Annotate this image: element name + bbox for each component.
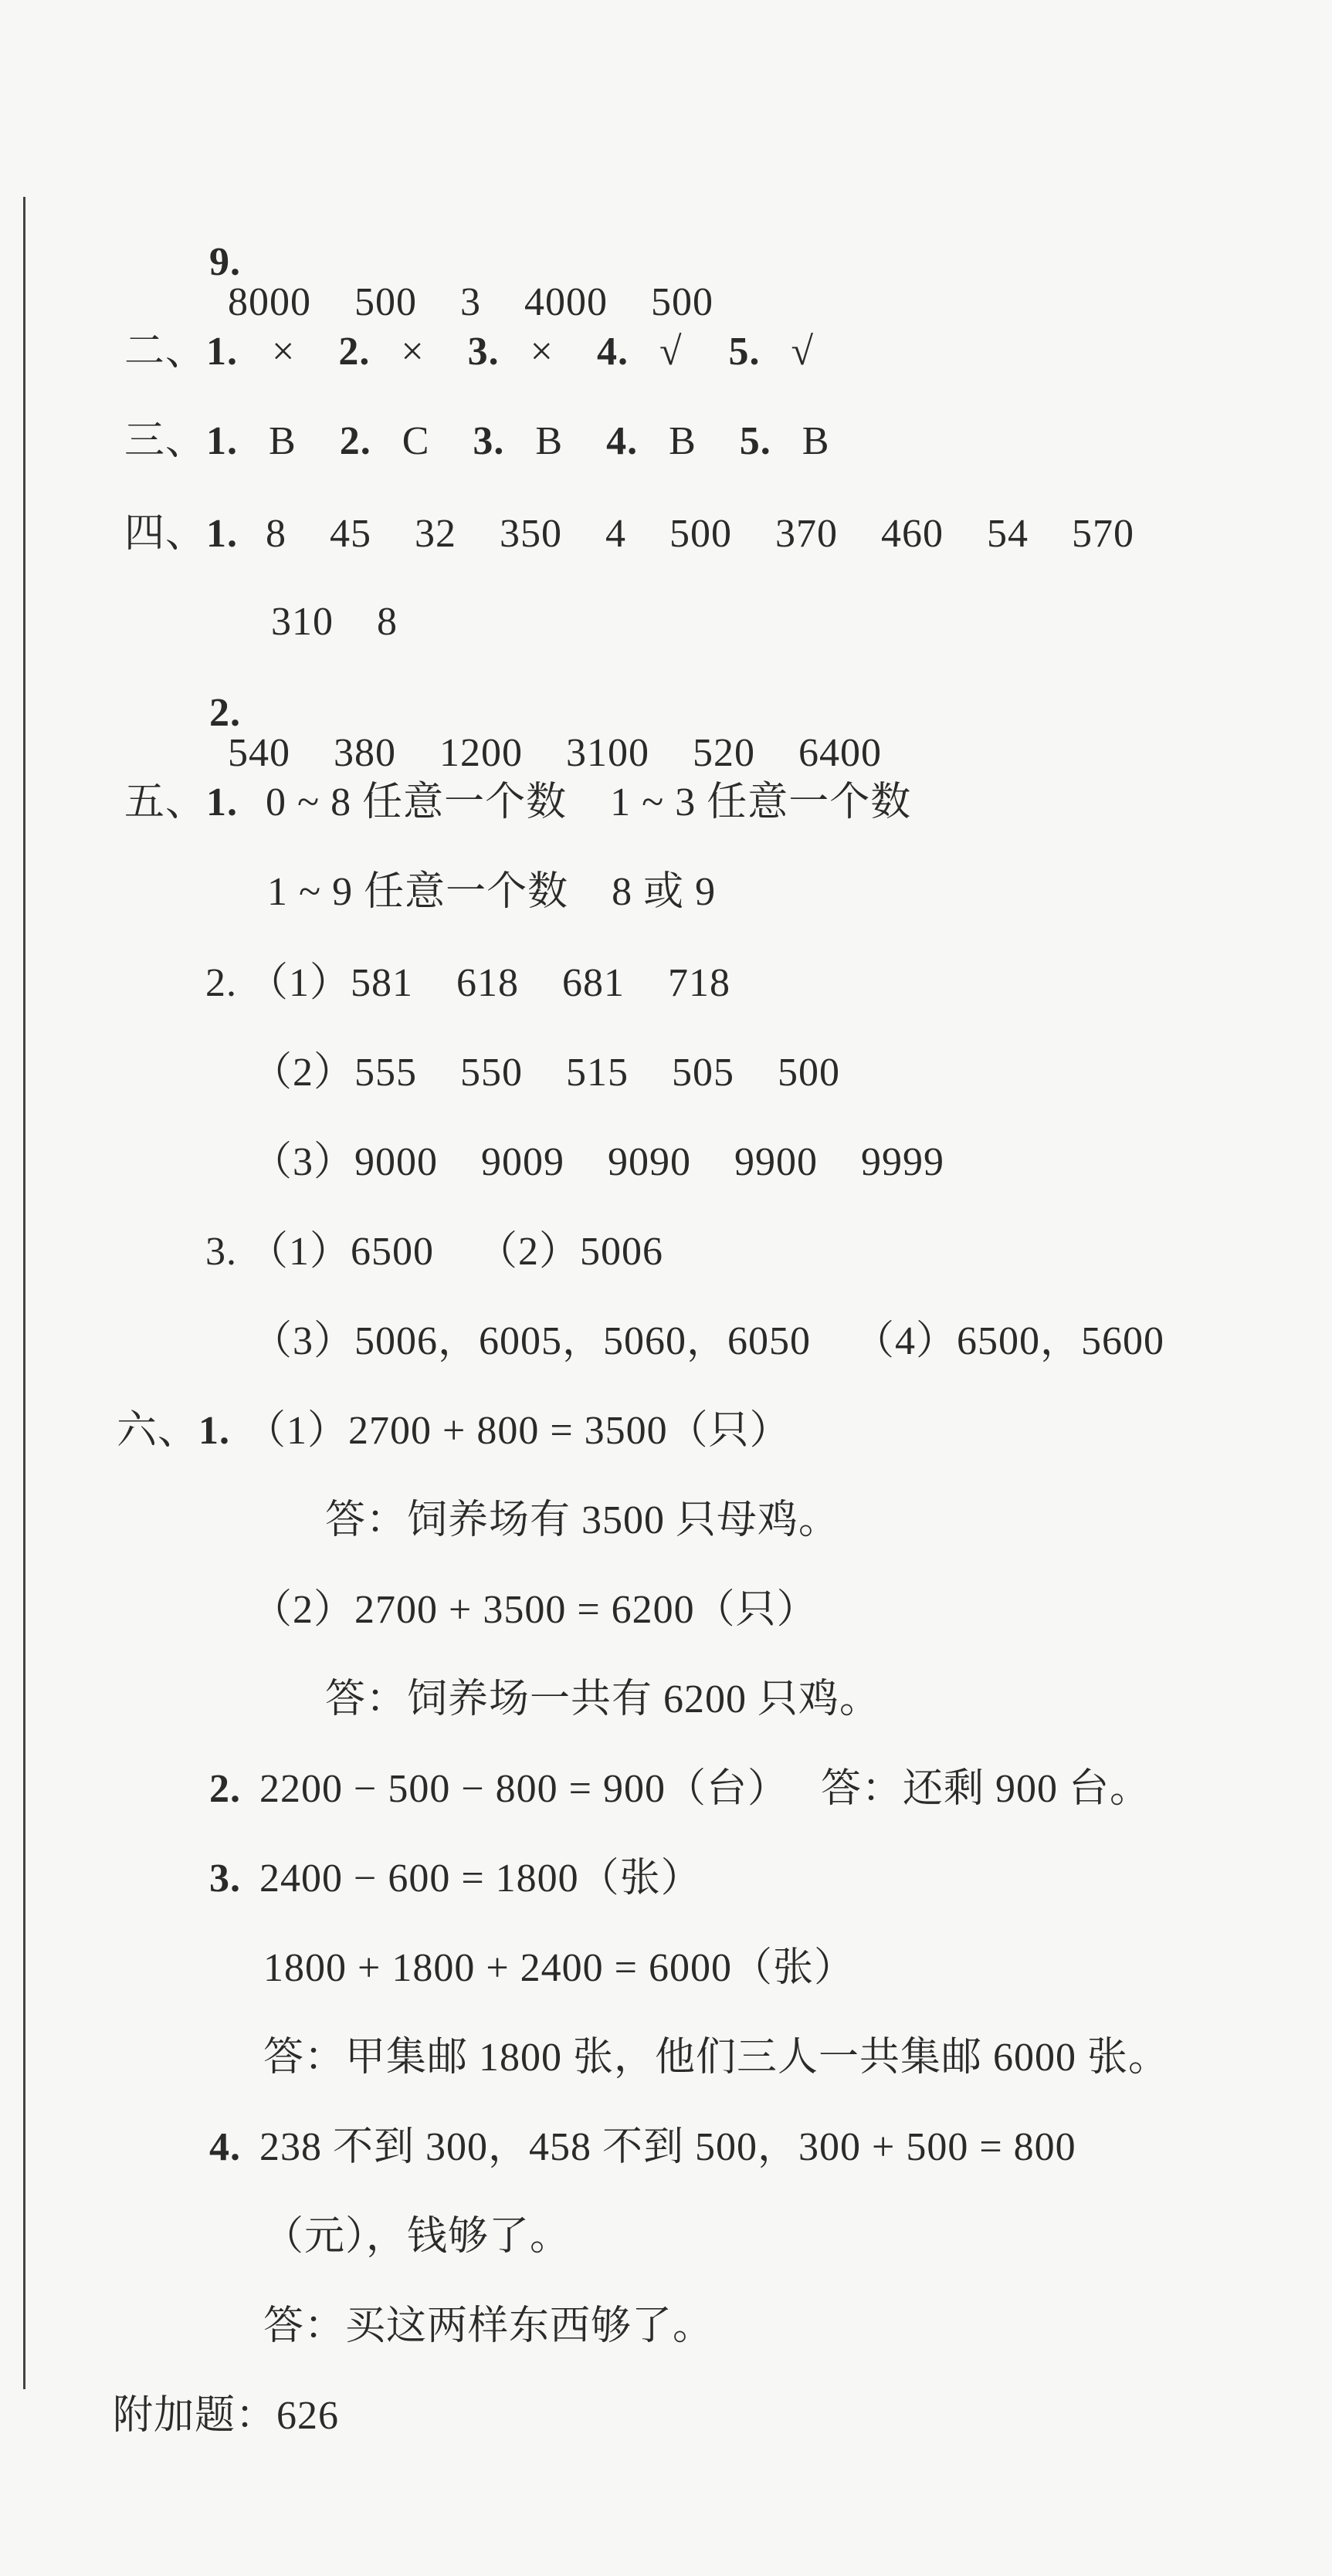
item-number: 1. xyxy=(206,330,239,374)
answer-text: 答：饲养场有 3500 只母鸡。 xyxy=(325,1498,840,1542)
answer-choice: B xyxy=(269,419,297,463)
item-number: 5. xyxy=(728,330,761,374)
item-number: 3. xyxy=(209,1857,241,1901)
answer-choice: B xyxy=(535,419,564,463)
item-number: 4. xyxy=(209,2125,241,2169)
answer-mark: × xyxy=(272,330,296,374)
answer-text: （元），钱够了。 xyxy=(263,2215,571,2259)
answer-choice: C xyxy=(402,419,430,463)
answer-text: 0 ~ 8 任意一个数 1 ~ 3 任意一个数 xyxy=(266,780,912,824)
answer-text: （1）2700 + 800 = 3500（只） xyxy=(246,1409,791,1453)
item-number: 3. xyxy=(467,330,500,374)
answer-text: 540 380 1200 3100 520 6400 xyxy=(228,731,882,775)
answer-mark: × xyxy=(401,330,425,374)
item-number: 4. xyxy=(606,419,639,463)
item-number: 9. xyxy=(209,240,241,284)
answer-text: （2）2700 + 3500 = 6200（只） xyxy=(252,1588,818,1632)
item-number: 1. xyxy=(206,780,239,824)
answer-text: 2200 − 500 − 800 = 900（台） 答：还剩 900 台。 xyxy=(259,1767,1151,1811)
answer-text: （3）5006，6005，5060，6050 （4）6500，5600 xyxy=(252,1319,1165,1363)
answer-text: 答：饲养场一共有 6200 只鸡。 xyxy=(325,1677,881,1721)
item-number: 5. xyxy=(739,419,771,463)
section-label: 三、 xyxy=(124,419,207,463)
answer-text: 238 不到 300，458 不到 500，300 + 500 = 800 xyxy=(259,2125,1076,2169)
answer-text: 8000 500 3 4000 500 xyxy=(228,280,713,324)
answer-mark: √ xyxy=(791,330,815,374)
answer-text: 2. （1）581 618 681 718 xyxy=(205,961,731,1005)
item-number: 1. xyxy=(206,419,239,463)
bonus-line xyxy=(69,2356,339,2476)
item-number: 2. xyxy=(338,330,371,374)
item-number: 1. xyxy=(198,1409,231,1453)
answer-text: 310 8 xyxy=(271,600,398,644)
answer-text: 8 45 32 350 4 500 370 460 54 570 xyxy=(266,512,1135,556)
answer-text: 1800 + 1800 + 2400 = 6000（张） xyxy=(263,1946,855,1990)
section-label: 二、 xyxy=(124,330,207,374)
answer-text: 3. （1）6500 （2）5006 xyxy=(205,1230,664,1274)
answer-choice: B xyxy=(669,419,697,463)
item-number: 2. xyxy=(209,691,241,735)
answer-choice: B xyxy=(802,419,830,463)
section-label: 四、 xyxy=(124,512,207,556)
answer-mark: × xyxy=(530,330,554,374)
item-number: 1. xyxy=(206,512,239,556)
item-number: 4. xyxy=(597,330,629,374)
answer-text: 2400 − 600 = 1800（张） xyxy=(259,1857,702,1901)
item-number: 2. xyxy=(209,1767,241,1811)
section-label: 五、 xyxy=(124,780,207,824)
bonus-answer: 附加题：626 xyxy=(113,2394,340,2438)
margin-rule xyxy=(23,197,25,2389)
answer-text: 1 ~ 9 任意一个数 8 或 9 xyxy=(267,870,717,914)
answer-text: （3）9000 9009 9090 9900 9999 xyxy=(252,1140,945,1184)
answer-text: 答：甲集邮 1800 张，他们三人一共集邮 6000 张。 xyxy=(263,2036,1170,2080)
section-label: 六、 xyxy=(117,1409,199,1453)
item-number: 3. xyxy=(473,419,505,463)
item-number: 2. xyxy=(339,419,371,463)
answer-text: （2）555 550 515 505 500 xyxy=(252,1051,841,1095)
answer-mark: √ xyxy=(659,330,683,374)
answer-text: 答：买这两样东西够了。 xyxy=(263,2304,714,2348)
